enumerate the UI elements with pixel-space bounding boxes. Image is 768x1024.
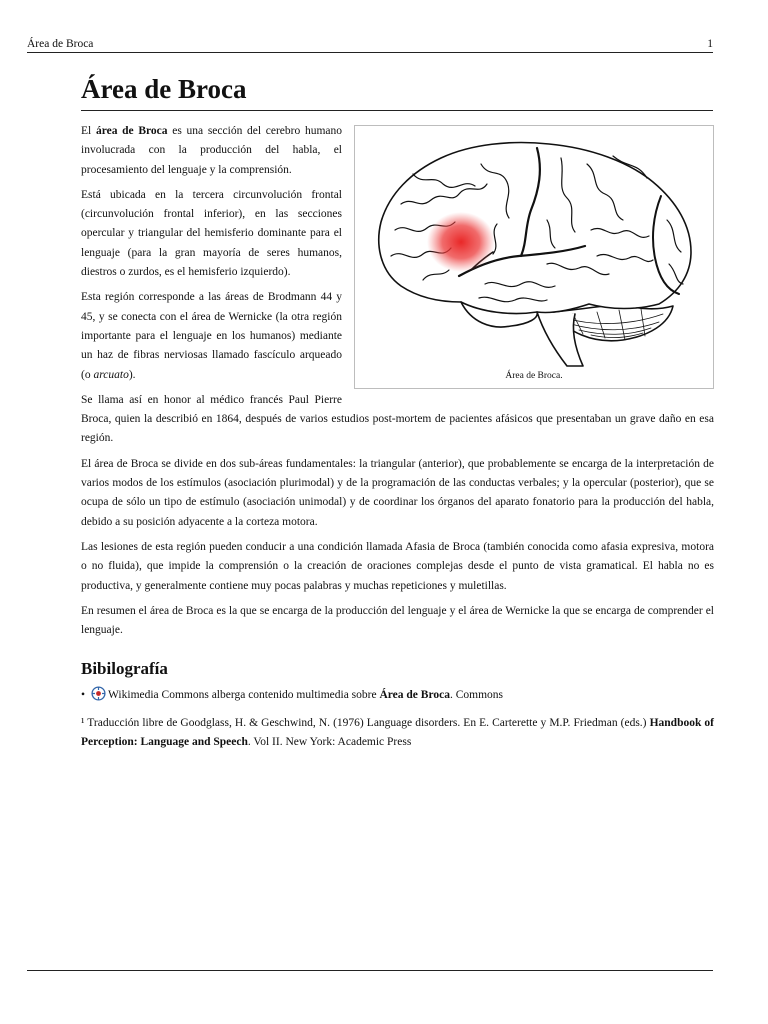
article-body xyxy=(81,122,714,758)
paragraph: Está ubicada en la tercera circunvolución frontal (circunvolución frontal inferior), en las secciones opercular y triangular del hemisferio dominante para el lenguaje (para la gran mayoría de seres humanos, diestros o zurdos, es el hemisferio izquierdo). xyxy=(81,188,342,279)
bullet: • xyxy=(81,689,86,702)
figure-brain xyxy=(354,125,714,389)
page-header xyxy=(27,37,713,51)
paragraph: El área de Broca es una sección del cerebro humano involucrada con la producción del habla, el procesamiento del lenguaje y la comprensión. xyxy=(81,125,342,176)
header-rule xyxy=(27,52,713,53)
italic-term: arcuato xyxy=(93,368,129,381)
paragraph: En resumen el área de Broca es la que se encarga de la producción del lenguaje y el área de Wernicke la que se encarga de comprender el lenguaje. xyxy=(81,604,714,637)
brain-illustration xyxy=(361,134,707,370)
paragraph: El área de Broca se divide en dos sub-áreas fundamentales: la triangular (anterior), que probablemente se encarga de la interpretación de varios modos de los estímulos (asociación plurimodal) y de la programación de las conductas verbales; y la opercular (posterior), que se ocupa de sólo un tipo de estímulo (asociación unimodal) y de coordinar los órganos del aparato fonatorio para la producción del habla, debido a su posición adyacente a la corteza motora. xyxy=(81,457,714,528)
bold-term[interactable]: área de Broca xyxy=(95,125,168,137)
paragraph: Esta región corresponde a las áreas de Brodmann 44 y 45, y se conecta con el área de Wernicke (la otra región importante para el lenguaje en los humanos) mediante un haz de fibras nerviosas llamado fascículo arqueado (o arcuato). xyxy=(81,291,342,381)
bibliography-item: ¹ Traducción libre de Goodglass, H. & Geschwind, N. (1976) Language disorders. En E. Carterette y M.P. Friedman (eds.) Handbook of Perception: Language and Speech. Vol II. New York: Academic Press xyxy=(81,717,715,749)
wikimedia-commons-icon xyxy=(91,686,106,708)
title-rule xyxy=(81,110,713,111)
book-title: Handbook of Perception: Language and Speech xyxy=(81,717,715,749)
running-title: Área de Broca xyxy=(27,38,94,50)
page-number: 1 xyxy=(707,38,713,50)
figure-caption: Área de Broca. xyxy=(505,371,563,381)
footer-rule xyxy=(27,970,713,971)
section-heading-bibliography: Bibilografía xyxy=(81,659,168,679)
broca-highlight xyxy=(427,212,495,272)
article-title: Área de Broca xyxy=(81,74,247,104)
paragraph: Las lesiones de esta región pueden conducir a una condición llamada Afasia de Broca (también conocida como afasia expresiva, motora o no fluida), que impide la comprensión o la creación de oraciones complejas desde el punto de vista gramatical. El habla no es productiva, y generalmente contiene muy pocas palabras y muchas repeticiones y muletillas. xyxy=(81,540,714,592)
paragraph: Se llama así en honor al médico francés Paul Pierre Broca, quien la describió en 1864, después de varios estudios post-mortem de pacientes afásicos que presentaban un grave daño en esa región. xyxy=(81,393,714,445)
bibliography-item: • Wikimedia Commons alberga contenido multimedia sobre Área de Broca. Commons xyxy=(81,686,714,708)
commons-link[interactable]: Área de Broca xyxy=(379,689,450,702)
